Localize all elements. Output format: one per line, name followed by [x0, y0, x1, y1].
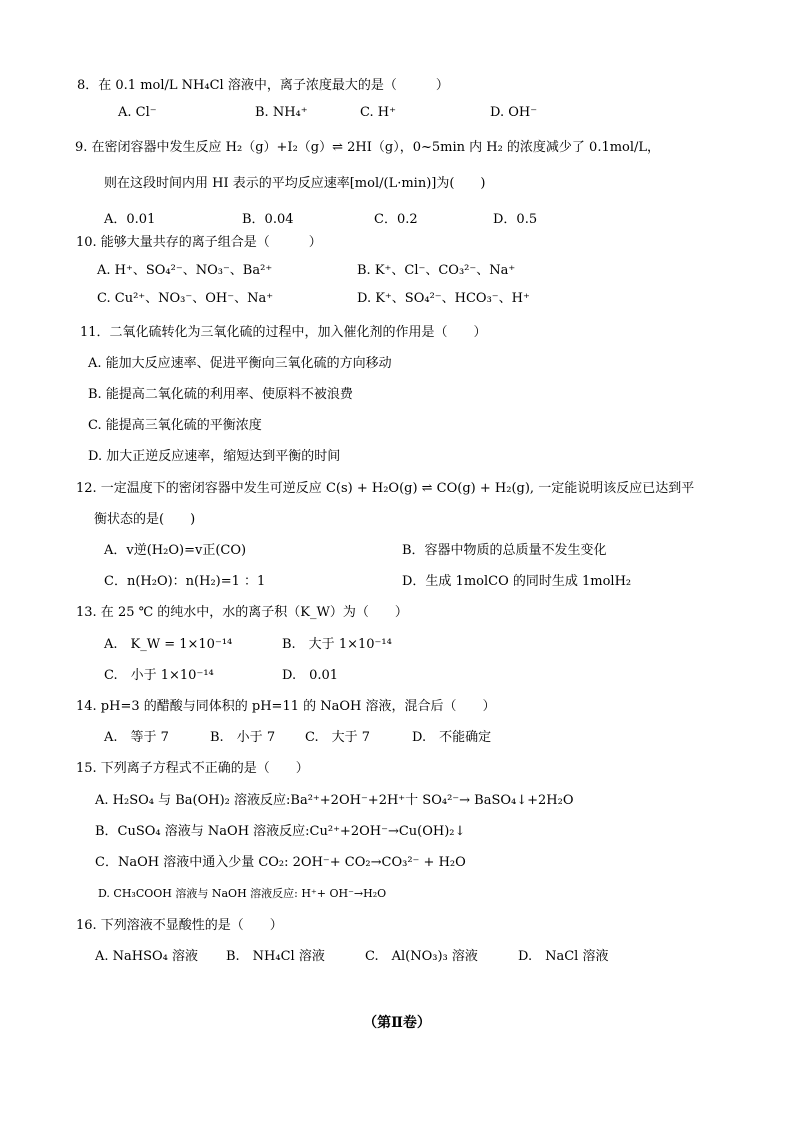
question-15-option-b: B．CuSO₄ 溶液与 NaOH 溶液反应:Cu²⁺+2OH⁻→Cu(OH)₂↓ — [95, 824, 466, 839]
question-8-option-c: C. H⁺ — [360, 105, 396, 120]
question-10-option-b: B. K⁺、Cl⁻、CO₃²⁻、Na⁺ — [357, 263, 516, 278]
question-14-option-c: C. 大于 7 — [305, 730, 371, 745]
question-13-option-d: D. 0.01 — [282, 668, 339, 683]
question-8-option-d: D. OH⁻ — [490, 105, 538, 120]
question-12-stem-line2: 衡状态的是( ) — [94, 512, 196, 527]
question-12-option-d: D．生成 1molCO 的同时生成 1molH₂ — [402, 574, 632, 589]
question-8-option-b: B. NH₄⁺ — [255, 105, 308, 120]
question-15-stem: 15. 下列离子方程式不正确的是（ ） — [76, 761, 309, 776]
question-13-option-a: A. K_W = 1×10⁻¹⁴ — [104, 637, 233, 652]
question-10-stem: 10. 能够大量共存的离子组合是（ ） — [76, 235, 322, 250]
question-9-option-c: C．0.2 — [374, 212, 418, 227]
question-16-option-a: A. NaHSO₄ 溶液 — [95, 949, 199, 964]
question-11-stem: 11．二氧化硫转化为三氧化硫的过程中，加入催化剂的作用是（ ） — [80, 325, 487, 340]
section-title: （第Ⅱ卷） — [363, 1015, 431, 1031]
question-15-option-c: C．NaOH 溶液中通入少量 CO₂: 2OH⁻+ CO₂→CO₃²⁻ + H₂O — [95, 855, 466, 870]
question-16-option-c: C. Al(NO₃)₃ 溶液 — [365, 949, 478, 964]
question-9-option-d: D．0.5 — [493, 212, 538, 227]
question-14-option-d: D. 不能确定 — [412, 730, 492, 745]
question-14-option-a: A. 等于 7 — [104, 730, 169, 745]
question-12-option-c: C．n(H₂O)：n(H₂)=1 ：1 — [104, 574, 266, 589]
question-10-option-c: C. Cu²⁺、NO₃⁻、OH⁻、Na⁺ — [97, 291, 274, 306]
question-11-option-b: B. 能提高二氧化硫的利用率、使原料不被浪费 — [88, 387, 353, 402]
question-9-stem-line1: 9. 在密闭容器中发生反应 H₂（g）+I₂（g）⇌ 2HI（g），0~5min 内 H₂ 的浓度减少了 0.1mol/L， — [75, 140, 661, 155]
question-9-option-b: B．0.04 — [242, 212, 294, 227]
question-16-option-b: B. NH₄Cl 溶液 — [226, 949, 325, 964]
question-15-option-d: D. CH₃COOH 溶液与 NaOH 溶液反应: H⁺+ OH⁻→H₂O — [98, 887, 387, 900]
question-12-option-b: B．容器中物质的总质量不发生变化 — [402, 543, 607, 558]
question-16-stem: 16. 下列溶液不显酸性的是（ ） — [76, 918, 283, 933]
question-16-option-d: D. NaCl 溶液 — [518, 949, 609, 964]
question-11-option-c: C. 能提高三氧化硫的平衡浓度 — [88, 418, 262, 433]
question-13-option-b: B. 大于 1×10⁻¹⁴ — [282, 637, 392, 652]
question-15-option-a: A. H₂SO₄ 与 Ba(OH)₂ 溶液反应:Ba²⁺+2OH⁻+2H⁺十 SO₄²⁻→ BaSO₄↓+2H₂O — [95, 793, 574, 808]
question-11-option-d: D. 加大正逆反应速率，缩短达到平衡的时间 — [88, 449, 341, 464]
question-8-stem: 8．在 0.1 mol/L NH₄Cl 溶液中，离子浓度最大的是（ ） — [77, 78, 449, 93]
question-12-stem-line1: 12. 一定温度下的密闭容器中发生可逆反应 C(s) + H₂O(g) ⇌ CO(g) + H₂(g), 一定能说明该反应已达到平 — [76, 481, 695, 496]
question-14-stem: 14. pH=3 的醋酸与同体积的 pH=11 的 NaOH 溶液，混合后（ ） — [76, 699, 496, 714]
question-12-option-a: A．v逆(H₂O)=v正(CO) — [104, 543, 247, 558]
question-10-option-d: D. K⁺、SO₄²⁻、HCO₃⁻、H⁺ — [357, 291, 530, 306]
question-13-stem: 13. 在 25 ℃ 的纯水中，水的离子积（K_W）为（ ） — [76, 605, 408, 620]
question-11-option-a: A. 能加大反应速率、促进平衡向三氧化硫的方向移动 — [88, 356, 392, 371]
question-14-option-b: B. 小于 7 — [210, 730, 276, 745]
question-9-option-a: A．0.01 — [104, 212, 156, 227]
question-10-option-a: A. H⁺、SO₄²⁻、NO₃⁻、Ba²⁺ — [97, 263, 273, 278]
question-13-option-c: C. 小于 1×10⁻¹⁴ — [104, 668, 214, 683]
question-9-stem-line2: 则在这段时间内用 HI 表示的平均反应速率[mol/(L·min)]为( ) — [104, 176, 486, 191]
question-8-option-a: A. Cl⁻ — [118, 105, 157, 120]
